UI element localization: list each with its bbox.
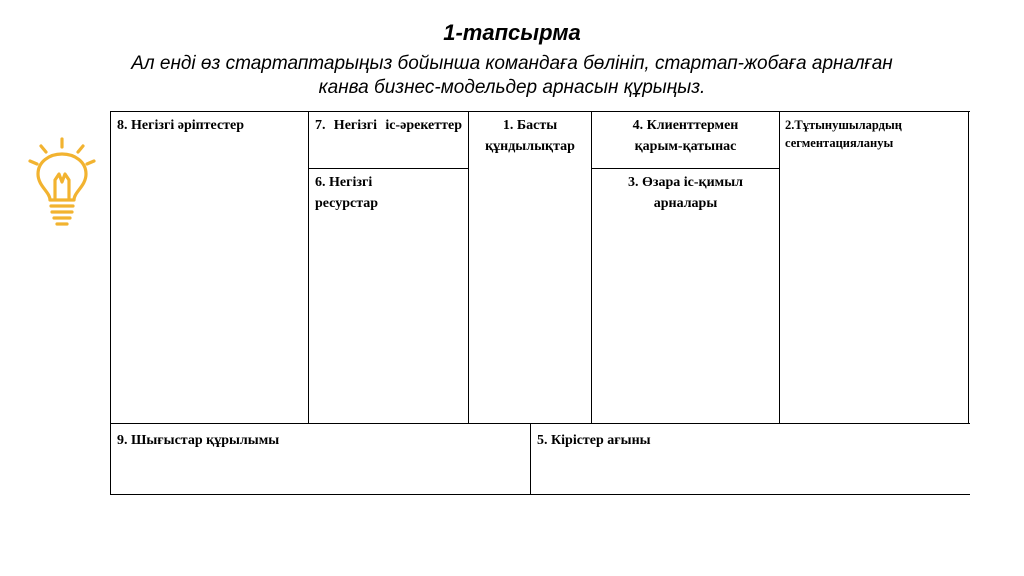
cell-key-partners[interactable] <box>110 111 308 423</box>
customer-segments-label-line-2: сегментациялануы <box>785 136 894 150</box>
canvas-right-border <box>968 111 969 423</box>
cell-customer-relationships[interactable] <box>591 111 779 168</box>
value-propositions-label-line-1: 1. Басты <box>502 118 558 133</box>
slide-subtitle <box>70 52 954 100</box>
customer-relationships-label-line-1: 4. Клиенттермен <box>632 118 739 133</box>
cell-channels[interactable] <box>591 168 779 423</box>
subtitle-line-1: Ал енді өз стартаптарыңыз бойынша командаға бөлініп, стартап-жобаға арналған <box>131 53 893 74</box>
channels-label-line-1: 3. Өзара іс-қимыл <box>627 175 744 190</box>
cell-key-activities[interactable] <box>308 111 468 168</box>
cell-value-propositions[interactable] <box>468 111 591 423</box>
channels-label-line-2: арналары <box>653 196 718 211</box>
key-activities-label: 7. Негізгі іс-әрекеттер <box>315 118 462 133</box>
key-resources-label-line-2: ресурстар <box>315 196 379 211</box>
key-resources-label-line-1: 6. Негізгі <box>315 175 373 190</box>
cell-cost-structure[interactable] <box>110 423 530 495</box>
revenue-streams-label: 5. Кірістер ағыны <box>537 433 651 448</box>
cost-structure-label: 9. Шығыстар құрылымы <box>117 433 280 448</box>
cell-revenue-streams[interactable] <box>530 423 970 495</box>
lightbulb-icon <box>26 136 98 236</box>
value-propositions-label-line-2: құндылықтар <box>485 139 575 154</box>
subtitle-line-2: канва бизнес-модельдер арнасын құрыңыз. <box>318 77 706 98</box>
cell-customer-segments[interactable] <box>779 111 970 423</box>
key-partners-label: 8. Негізгі әріптестер <box>117 118 245 133</box>
canvas-bottom-border <box>110 494 970 495</box>
customer-relationships-label-line-2: қарым-қатынас <box>634 139 737 154</box>
customer-segments-label-line-1: 2.Тұтынушылардың <box>785 118 902 132</box>
business-model-canvas <box>110 111 970 495</box>
cell-key-resources[interactable] <box>308 168 468 423</box>
slide-title: 1-тапсырма <box>443 20 581 45</box>
